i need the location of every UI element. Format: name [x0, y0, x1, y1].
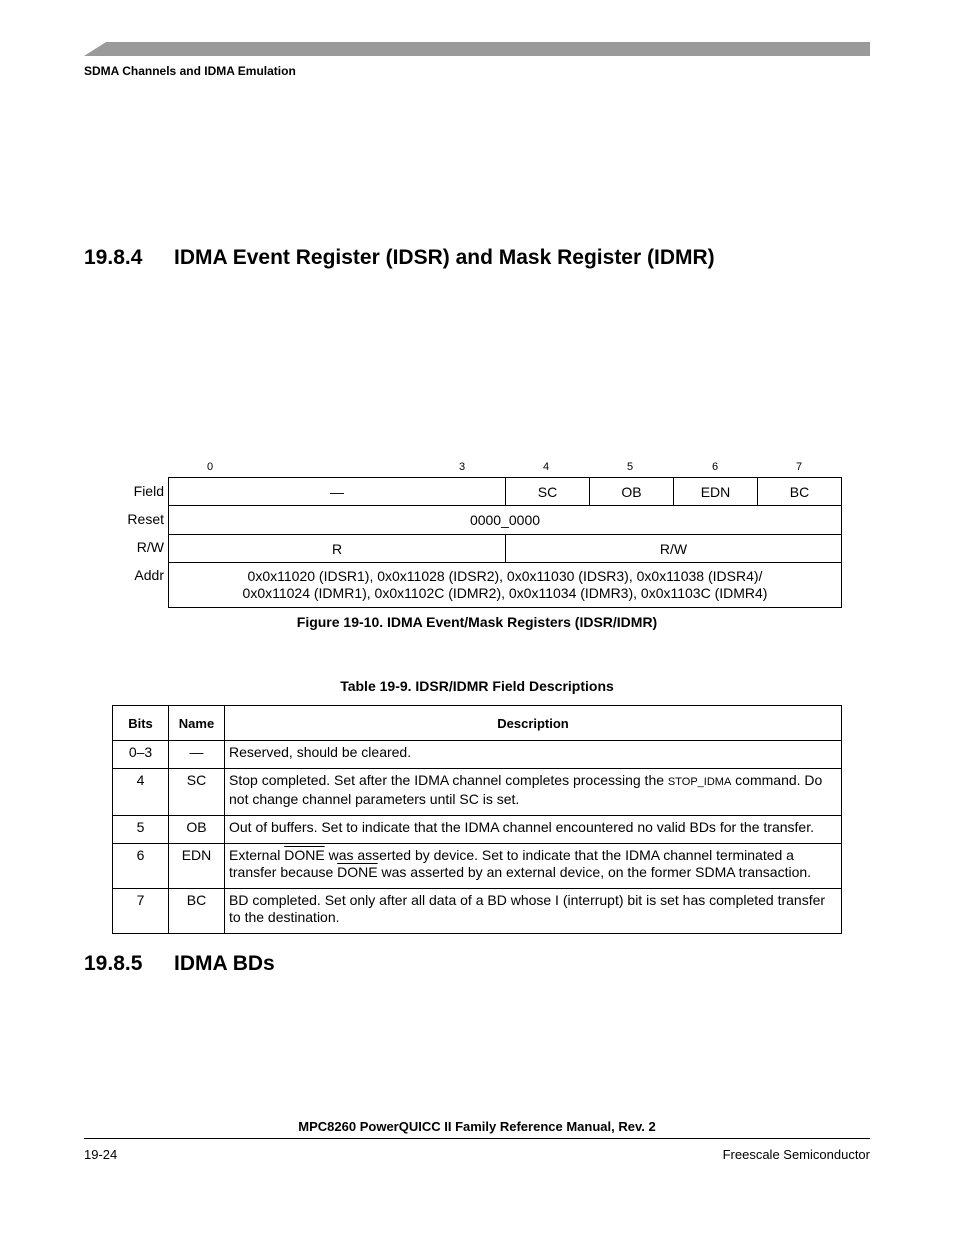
cell-bits: 4	[113, 769, 169, 816]
address-line-2: 0x0x11024 (IDMR1), 0x0x1102C (IDMR2), 0x0x11034 (IDMR3), 0x0x1103C (IDMR4)	[242, 585, 768, 601]
row-label-addr: Addr	[134, 567, 164, 583]
description-text: External	[229, 847, 285, 863]
field-cell-edn: EDN	[673, 477, 758, 506]
table-row	[113, 844, 842, 889]
cell-name: BC	[169, 889, 225, 934]
address-cell	[168, 562, 842, 608]
running-header: SDMA Channels and IDMA Emulation	[84, 64, 296, 78]
header-bar	[84, 42, 870, 56]
cell-description	[225, 844, 842, 889]
figure-caption: Figure 19-10. IDMA Event/Mask Registers (IDSR/IDMR)	[296, 614, 658, 630]
page-number: 19-24	[84, 1147, 118, 1162]
column-header-description: Description	[225, 706, 842, 741]
table-row	[113, 889, 842, 934]
table-caption: Table 19-9. IDSR/IDMR Field Descriptions	[340, 678, 614, 694]
bit-number-3: 3	[458, 461, 466, 473]
rw-cell-read-write: R/W	[505, 534, 842, 563]
cell-name: SC	[169, 769, 225, 816]
footer-company: Freescale Semiconductor	[722, 1147, 870, 1162]
description-text: was asserted by device. Set to indicate that the IDMA channel terminated a transfer because	[229, 847, 794, 880]
row-label-rw: R/W	[136, 539, 164, 555]
field-descriptions-table	[112, 705, 842, 934]
cell-name: EDN	[169, 844, 225, 889]
section-number: 19.8.4	[84, 246, 143, 269]
cell-description	[225, 769, 842, 816]
column-header-name: Name	[169, 706, 225, 741]
rw-cell-read-only: R	[168, 534, 506, 563]
bit-number-6: 6	[711, 461, 719, 473]
bit-number-5: 5	[626, 461, 634, 473]
field-cell-reserved: —	[168, 477, 506, 506]
signal-name: DONE	[284, 847, 325, 863]
table-row	[113, 816, 842, 844]
section-number: 19.8.5	[84, 952, 143, 975]
address-line-1: 0x0x11020 (IDSR1), 0x0x11028 (IDSR2), 0x0x11030 (IDSR3), 0x0x11038 (IDSR4)/	[247, 568, 763, 584]
command-name: STOP_IDMA	[667, 776, 732, 788]
table-row	[113, 769, 842, 816]
field-cell-ob: OB	[589, 477, 674, 506]
cell-description: Reserved, should be cleared.	[225, 741, 842, 769]
bit-number-4: 4	[542, 461, 550, 473]
footer-rule	[84, 1138, 870, 1139]
table-row	[113, 741, 842, 769]
description-text: command. Do not change channel parameters until SC is set.	[229, 772, 823, 807]
signal-name: DONE	[337, 864, 378, 880]
field-cell-sc: SC	[505, 477, 590, 506]
bit-number-0: 0	[206, 461, 214, 473]
column-header-bits: Bits	[113, 706, 169, 741]
cell-description: BD completed. Set only after all data of a BD whose I (interrupt) bit is set has completed transfer to the destination.	[225, 889, 842, 934]
section-heading-19-8-4	[84, 246, 715, 270]
reset-value-cell: 0000_0000	[168, 505, 842, 535]
cell-bits: 5	[113, 816, 169, 844]
footer-manual-title: MPC8260 PowerQUICC II Family Reference Manual, Rev. 2	[298, 1119, 656, 1134]
bit-number-7: 7	[795, 461, 803, 473]
description-text: Stop completed. Set after the IDMA channel completes processing the	[229, 772, 668, 788]
cell-bits: 7	[113, 889, 169, 934]
cell-bits: 6	[113, 844, 169, 889]
cell-name: —	[169, 741, 225, 769]
cell-description: Out of buffers. Set to indicate that the IDMA channel encountered no valid BDs for the transfer.	[225, 816, 842, 844]
section-title: IDMA BDs	[174, 952, 275, 975]
cell-name: OB	[169, 816, 225, 844]
row-label-reset: Reset	[127, 511, 164, 527]
field-cell-bc: BC	[757, 477, 842, 506]
section-title: IDMA Event Register (IDSR) and Mask Register (IDMR)	[174, 246, 715, 269]
row-label-field: Field	[133, 483, 164, 499]
table-header-row	[113, 706, 842, 741]
cell-bits: 0–3	[113, 741, 169, 769]
description-text: was asserted by an external device, on the former SDMA transaction.	[377, 864, 812, 880]
section-heading-19-8-5	[84, 952, 275, 976]
